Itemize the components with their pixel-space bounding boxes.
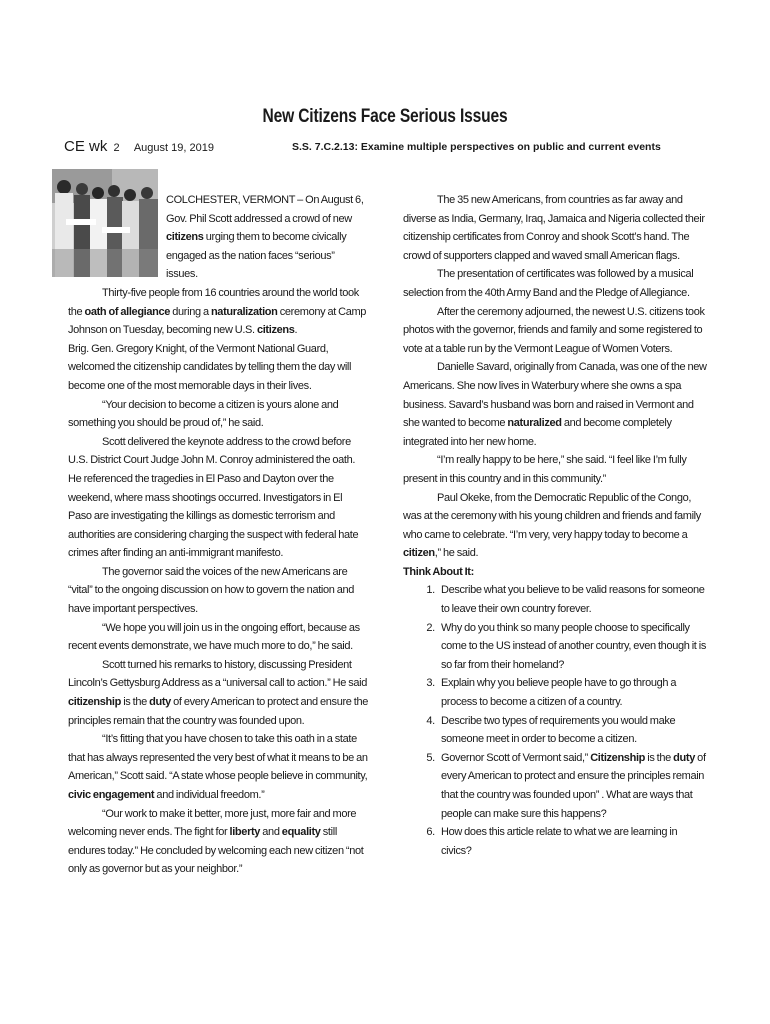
page-title: New Citizens Face Serious Issues <box>262 106 508 127</box>
text-run: Danielle Savard, originally from Canada, was one of the new Americans. She now lives in Waterbury where she owns a spa business. Savard’s husband was born and raised in Vermont and she wanted to become <box>403 361 707 430</box>
keyword: naturalized <box>507 417 562 430</box>
article-paragraph: The presentation of certificates was followed by a musical selection from the 40th Army Band and the Pledge of Allegiance. <box>403 268 694 299</box>
article-paragraph: After the ceremony adjourned, the newest U.S. citizens took photos with the governor, friends and family and some registered to vote at a table run by the Vermont League of Women Voters. <box>403 305 705 355</box>
text-run: “It’s fitting that you have chosen to take this oath in a state that has always represented the very best of what it means to be an American,” Scott said. “A state whose people believe in community, <box>68 733 368 783</box>
article-paragraph: “We hope you will join us in the ongoing effort, because as recent events demonstrate, we have much more to do,” he said. <box>68 621 360 653</box>
left-column <box>68 191 368 879</box>
question-item: 1. Describe what you believe to be valid reasons for someone to leave their own country forever. <box>437 581 709 618</box>
text-run: is the <box>121 696 150 709</box>
standard-label: S.S. 7.C.2.13: Examine multiple perspectives on public and current events <box>292 141 661 153</box>
text-run: ceremony at Camp Johnson on Tuesday, becoming new U.S. <box>68 305 367 337</box>
text-run: during a <box>170 305 211 318</box>
keyword: naturalization <box>210 305 278 318</box>
text-run: and become completely integrated into her new home. <box>403 417 672 448</box>
article-paragraph <box>68 805 368 879</box>
text-run: ,” he said. <box>434 547 479 560</box>
question-item <box>437 749 709 823</box>
article-paragraph: The 35 new Americans, from countries as far away and diverse as India, Germany, Iraq, Jamaica and Nigeria collected their citizenship certificates from Conroy and shook Scott’s hand. The crowd of supporters clapped and waved small American flags. <box>403 194 705 262</box>
keyword: equality <box>281 826 321 839</box>
text-run: Governor Scott of Vermont said,” <box>441 751 591 764</box>
text-run: of every American to protect and ensure the principles remain that the country was founded upon” . What are ways that people can make sure this happens? <box>441 751 706 820</box>
text-run: and <box>260 826 282 839</box>
question-item: 6. How does this article relate to what we are learning in civics? <box>437 823 709 860</box>
question-item: 4. Describe two types of requirements you would make someone meet in order to become a citizen. <box>437 712 709 749</box>
text-run: “Our work to make it better, more just, more fair and more welcoming never ends. The fight for <box>68 807 357 839</box>
text-run: still endures today.” He concluded by welcoming each new citizen “not only as governor but as your neighbor.” <box>68 826 364 876</box>
keyword: citizen <box>403 547 435 560</box>
text-run: . <box>294 324 298 337</box>
text-run: of every American to protect and ensure the principles remain that the country was founded upon. <box>68 696 368 727</box>
ceremony-photo <box>52 169 158 277</box>
article-paragraph <box>68 284 368 340</box>
keyword: civic engagement <box>68 789 155 801</box>
article-paragraph <box>403 358 709 451</box>
question-list <box>403 581 709 860</box>
keyword: citizens <box>256 324 295 337</box>
question-item: 2. Why do you think so many people choose to specifically come to the US instead of another country, even though it is so far from their homeland? <box>437 619 709 675</box>
keyword: duty <box>149 696 171 709</box>
crowd-photo-image <box>52 169 158 277</box>
text-run: is the <box>645 751 674 764</box>
article-paragraph: “Your decision to become a citizen is yours alone and something you should be proud of,” he said. <box>68 398 339 430</box>
text-run: urging them to become civically engaged as the nation faces “serious” issues. <box>166 231 347 281</box>
course-code: CE wk <box>64 138 108 155</box>
keyword: oath of allegiance <box>84 305 171 318</box>
article-paragraph: The governor said the voices of the new Americans are “vital” to the ongoing discussion on how to govern the nation and have important perspectives. <box>68 565 355 616</box>
think-about-it-heading: Think About It: <box>403 565 474 578</box>
keyword: duty <box>673 751 695 764</box>
issue-date: August 19, 2019 <box>133 142 214 154</box>
keyword: citizenship <box>68 696 121 709</box>
keyword: citizens <box>166 231 204 244</box>
article-paragraph <box>68 730 368 804</box>
article-paragraph: Brig. Gen. Gregory Knight, of the Vermont National Guard, welcomed the citizenship candidates by telling them the day will become one of the most memorable days in their lives. <box>68 342 352 392</box>
text-run: Scott turned his remarks to history, discussing President Lincoln’s Gettysburg Address as a “universal call to action.” He said <box>68 658 367 690</box>
text-run: Paul Okeke, from the Democratic Republic of the Congo, was at the ceremony with his young children and friends and family who came to celebrate. “I’m very, very happy today to become a <box>403 491 701 541</box>
article-paragraph <box>68 656 368 730</box>
week-number: 2 <box>113 142 120 154</box>
course-week-label <box>64 138 214 155</box>
text-run: and individual freedom.” <box>154 789 265 801</box>
keyword: Citizenship <box>590 751 646 764</box>
keyword: liberty <box>229 826 261 839</box>
article-paragraph <box>403 489 709 563</box>
article-paragraph: “I’m really happy to be here,” she said. “I feel like I’m fully present in this country and in this community.” <box>403 454 687 485</box>
text-run: Thirty-five people from 16 countries around the world took the <box>68 286 359 318</box>
article-paragraph: Scott delivered the keynote address to the crowd before U.S. District Court Judge John M. Conroy administered the oath. He referenced the tragedies in El Paso and Dayton over the weekend, where mass shootings occurred. Investigators in El Paso are investigating the killings as domestic terrorism and authorities are considering charging the suspect with federal hate crimes after finding an anti-immigrant manifesto. <box>68 435 359 560</box>
question-item: 3. Explain why you believe people have to go through a process to become a citizen of a country. <box>437 674 709 711</box>
right-column <box>403 191 709 860</box>
text-run: COLCHESTER, VERMONT – On August 6, Gov. Phil Scott addressed a crowd of new <box>166 194 364 225</box>
